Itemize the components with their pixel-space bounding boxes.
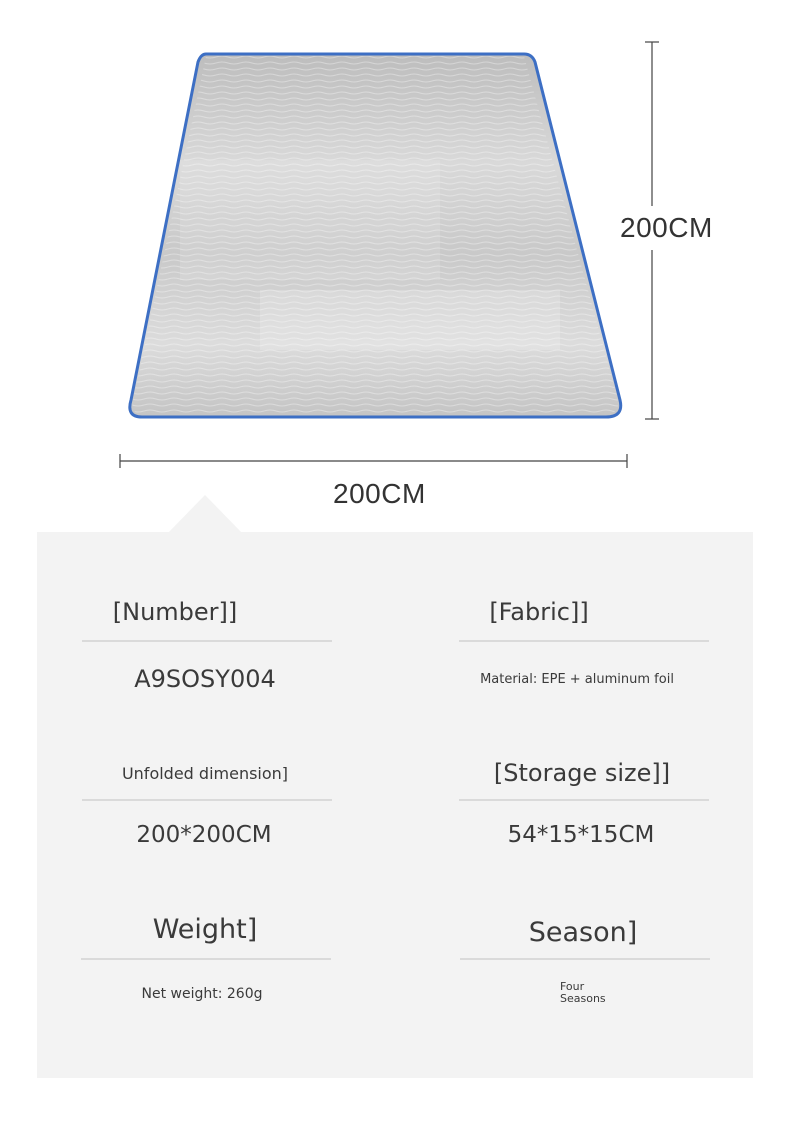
spec-fabric-title: [Fabric]] (489, 598, 589, 626)
spec-storage-title: [Storage size]] (493, 759, 671, 787)
spec-season-value (560, 981, 606, 1005)
spec-storage-divider (459, 799, 709, 801)
spec-season-divider (460, 958, 710, 960)
spec-season-value-line1: Four (560, 980, 585, 993)
spec-number-value: A9SOSY004 (134, 665, 276, 693)
panel-notch (168, 495, 242, 533)
spec-storage-value: 54*15*15CM (507, 822, 655, 848)
spec-season-title: Season] (528, 917, 638, 948)
spec-weight-value: Net weight: 260g (141, 986, 263, 1002)
spec-fabric-divider (459, 640, 709, 642)
spec-fabric-value: Material: EPE + aluminum foil (480, 672, 674, 687)
spec-unfolded-divider (82, 799, 332, 801)
product-illustration (0, 0, 790, 520)
spec-season-value-line2: Seasons (560, 992, 606, 1005)
spec-unfolded-value: 200*200CM (136, 822, 272, 848)
spec-number-divider (82, 640, 332, 642)
width-label: 200CM (333, 478, 426, 509)
spec-weight-title: Weight] (152, 914, 258, 945)
spec-unfolded-title: Unfolded dimension] (121, 764, 289, 783)
spec-number-title: [Number]] (112, 598, 238, 626)
spec-weight-divider (81, 958, 331, 960)
height-label: 200CM (620, 212, 713, 243)
width-dimension-line (120, 454, 627, 468)
foil-mat (130, 54, 621, 417)
